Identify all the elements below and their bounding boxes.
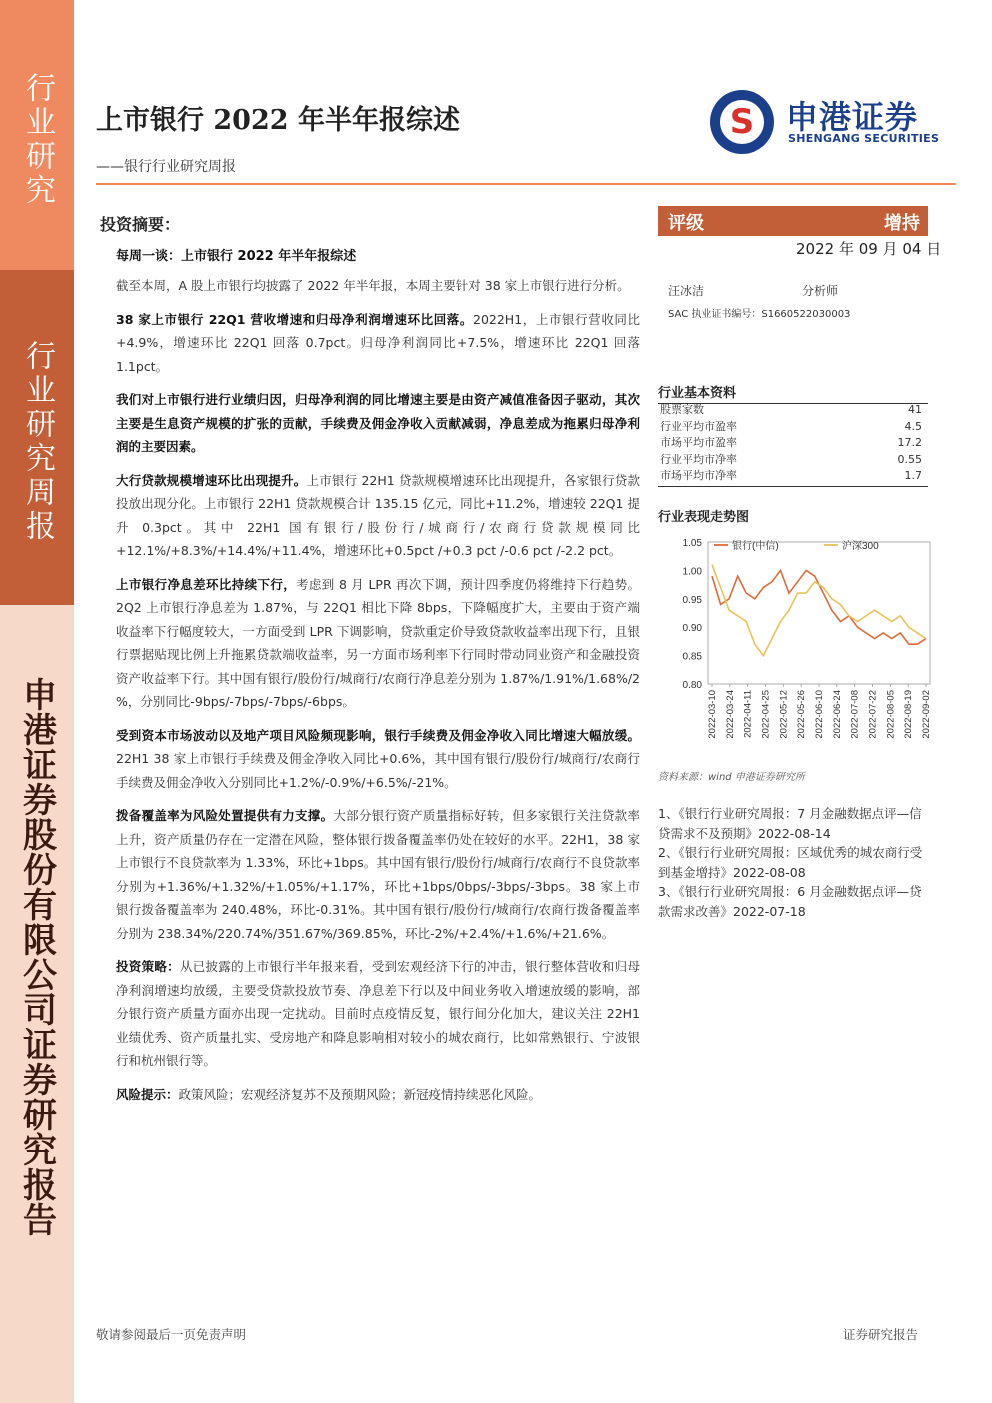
report-date: 2022 年 09 月 04 日 <box>796 240 942 258</box>
analyst-name: 汪冰洁 <box>668 284 705 298</box>
x-tick-label: 2022-05-12 <box>778 690 790 739</box>
x-tick-label: 2022-08-19 <box>903 690 915 739</box>
paragraph-5-lead: 上市银行净息差环比持续下行， <box>116 576 297 592</box>
x-tick-label: 2022-07-08 <box>849 690 861 739</box>
info-value: 17.2 <box>897 436 922 449</box>
x-tick-label: 2022-08-05 <box>885 690 897 739</box>
sidebar-category: 行业研究 <box>20 72 55 208</box>
rating-label: 评级 <box>668 213 704 234</box>
info-key: 行业平均市净率 <box>660 452 737 466</box>
paragraph-6-lead: 受到资本市场波动以及地产项目风险频现影响，银行手续费及佣金净收入同比增速大幅放缓。 <box>116 727 640 743</box>
sidebar-company-block <box>0 605 74 1403</box>
industry-info-table <box>658 402 928 485</box>
related-report-item[interactable]: 3、《银行行业研究周报：6 月金融数据点评—贷款需求改善》2022-07-18 <box>658 884 922 919</box>
info-row <box>658 435 928 452</box>
x-tick-label: 2022-03-24 <box>724 690 736 739</box>
industry-info-title: 行业基本资料 <box>658 382 928 404</box>
paragraph-8 <box>116 955 640 1073</box>
related-report-item[interactable]: 1、《银行行业研究周报：7 月金融数据点评—信贷需求不及预期》2022-08-14 <box>658 806 922 841</box>
series-line-csi300 <box>712 565 926 656</box>
logo-mark: S <box>729 102 755 142</box>
footer-label: 证券研究报告 <box>843 1327 919 1342</box>
x-tick-label: 2022-06-24 <box>831 690 843 739</box>
paragraph-4 <box>116 469 640 563</box>
chart-source: 资料来源：wind 申港证券研究所 <box>658 772 805 783</box>
paragraph-3-lead: 我们对上市银行进行业绩归因，归母净利润的同比增速主要是由资产减值准备因子驱动，其次主要是生息资产规模的扩张的贡献，手续费及佣金净收入贡献减弱，净息差成为拖累归母净利润的主要因素。 <box>116 392 640 454</box>
rating-value: 增持 <box>884 213 920 234</box>
paragraph-9 <box>116 1083 640 1107</box>
paragraph-1 <box>116 274 640 298</box>
rating-bar <box>658 206 928 236</box>
related-report-item[interactable]: 2、《银行行业研究周报：区域优秀的城农商行受到基金增持》2022-08-08 <box>658 845 923 880</box>
paragraph-2-lead: 38 家上市银行 22Q1 营收增速和归母净利润增速环比回落。 <box>116 311 473 327</box>
paragraph-5-text: 考虑到 8 月 LPR 再次下调，预计四季度仍将维持下行趋势。2Q2 上市银行净息差为 1.87%，与 22Q1 相比下降 8bps，下降幅度扩大，主要由于资产端收益率下行幅度较大，一方面受到 LPR 下调影响，贷款重定价导致贷款收益率出现下行，且银行票据贴现比例上升拖累贷款端收益率，另一方面市场利率下行同时带动同业资产和金融投资资产收益率下行。其中国有银行/股份行/城商行/农商行净息差分别为 1.87%/1.91%/1.68%/2 %，分别同比-9bps/-7bps/-7bps/-6bps。 <box>116 576 640 709</box>
paragraph-2 <box>116 308 640 379</box>
header-divider <box>96 183 956 185</box>
x-tick-label: 2022-09-02 <box>921 690 932 739</box>
paragraph-7-text: 大部分银行资产质量指标好转，但多家银行关注贷款率上升，资产质量仍存在一定潜在风险，整体银行拨备覆盖率仍处在较好的水平。22H1，38 家上市银行不良贷款率为 1.33%，环比+1bps。其中国有银行/股份行/城商行/农商行不良贷款率分别为+1.36%/+1.32%/+1.05%/+1.17%，环比+1bps/0bps/-3bps/-3bps。38 家上市银行拨备覆盖率为 240.48%，环比-0.31%。其中国有银行/股份行/城商行/农商行拨备覆盖率分别为 238.34%/220.74%/351.67%/369.85%，环比-2%/+2.4%/+1.6%/+21.6%。 <box>116 808 640 941</box>
x-tick-label: 2022-06-10 <box>814 690 825 739</box>
paragraph-6 <box>116 724 640 795</box>
x-tick-label: 2022-03-10 <box>707 690 718 739</box>
info-bottom-rule <box>658 486 928 487</box>
weekly-read: 每周一谈：上市银行 2022 年半年报综述 <box>116 249 357 264</box>
paragraph-4-text: 上市银行 22H1 贷款规模增速环比出现提升，各家银行贷款投放出现分化。上市银行 22H1 贷款规模合计 135.15 亿元，同比+11.2%，增速较 22Q1 提升 0.3pct。其中 22H1 国有银行/股份行/城商行/农商行贷款规模同比+12.1%/+8.3%/+14.4%/+11.4%，增速环比+0.5pct /+0.3 pct /-0.6 pct /-2.2 pct。 <box>116 472 640 558</box>
paragraph-7-lead: 拨备覆盖率为风险处置提供有力支撑。 <box>116 808 334 823</box>
paragraph-4-lead: 大行贷款规模增速环比出现提升。 <box>116 472 307 488</box>
logo-name-cn: 申港证券 <box>786 98 919 136</box>
info-value: 1.7 <box>904 469 922 482</box>
paragraph-3 <box>116 388 640 459</box>
paragraph-5 <box>116 573 640 714</box>
logo-name-en: SHENGANG SECURITIES <box>788 132 940 145</box>
legend-label: 沪深300 <box>842 541 879 552</box>
x-tick-label: 2022-04-25 <box>760 690 772 739</box>
footer-disclaimer: 敬请参阅最后一页免责声明 <box>96 1327 247 1342</box>
page-subtitle: ——银行行业研究周报 <box>96 159 236 175</box>
company-logo <box>710 88 950 154</box>
info-row <box>658 452 928 469</box>
legend-label: 银行(中信) <box>732 541 779 552</box>
related-reports <box>658 804 928 921</box>
x-tick-label: 2022-05-26 <box>796 690 808 739</box>
info-row <box>658 419 928 436</box>
paragraph-2-text: 2022H1，上市银行营收同比+4.9%，增速环比 22Q1 回落 0.7pct。归母净利润同比+7.5%，增速环比 22Q1 回落 1.1pct。 <box>116 311 640 374</box>
x-tick-label: 2022-04-11 <box>742 690 754 738</box>
chart-title: 行业表现走势图 <box>658 510 750 525</box>
info-value: 41 <box>908 403 922 416</box>
sidebar-report-type-block <box>0 270 74 605</box>
info-key: 市场平均市净率 <box>660 469 737 482</box>
y-tick-label: 0.85 <box>682 651 702 663</box>
analyst-sac: SAC 执业证书编号：S1660522030003 <box>668 309 851 320</box>
paragraph-9-lead: 风险提示： <box>116 1086 179 1102</box>
summary-heading: 投资摘要： <box>100 215 181 234</box>
sidebar-report-type: 行业研究周报 <box>20 340 55 544</box>
paragraph-6-text: 22H1 38 家上市银行手续费及佣金净收入同比+0.6%，其中国有银行/股份行/城商行/农商行手续费及佣金净收入分别同比+1.2%/-0.9%/+6.5%/-21%。 <box>116 751 640 790</box>
paragraph-9-text: 政策风险；宏观经济复苏不及预期风险；新冠疫情持续恶化风险。 <box>178 1086 542 1102</box>
y-tick-label: 1.05 <box>682 538 702 549</box>
paragraph-8-text: 从已披露的上市银行半年报来看，受到宏观经济下行的冲击，银行整体营收和归母净利润增速均放缓，主要受贷款投放节奏、净息差下行以及中间业务收入增速放缓的影响，部分银行资产质量方面亦出现一定扰动。目前时点疫情反复，银行间分化加大，建议关注 22H1 业绩优秀、资产质量扎实、受房地产和降息影响相对较小的城农商行，比如常熟银行、宁波银行和杭州银行等。 <box>116 959 640 1068</box>
series-line-bank <box>712 570 926 644</box>
y-tick-label: 0.95 <box>682 594 702 606</box>
chart-frame <box>708 542 930 684</box>
info-row <box>658 468 928 485</box>
info-key: 股票家数 <box>660 403 704 416</box>
performance-chart <box>658 528 938 760</box>
paragraph-1-text: 截至本周，A 股上市银行均披露了 2022 年半年报，本周主要针对 38 家上市银行进行分析。 <box>116 278 630 293</box>
sidebar-company: 申港证券股份有限公司证券研究报告 <box>16 677 57 1237</box>
analyst-role: 分析师 <box>802 284 839 298</box>
x-tick-label: 2022-07-22 <box>867 690 879 739</box>
info-row <box>658 402 928 419</box>
info-key: 行业平均市盈率 <box>660 419 737 433</box>
summary-section <box>100 212 640 1116</box>
info-value: 0.55 <box>897 452 922 466</box>
info-key: 市场平均市盈率 <box>660 436 737 449</box>
y-tick-label: 0.90 <box>682 623 702 635</box>
page-title: 上市银行 2022 年半年报综述 <box>96 105 460 136</box>
sidebar-category-block <box>0 0 74 270</box>
y-tick-label: 1.00 <box>682 566 702 578</box>
y-tick-label: 0.80 <box>682 680 702 691</box>
info-value: 4.5 <box>904 419 922 433</box>
paragraph-8-lead: 投资策略： <box>116 959 180 974</box>
paragraph-7 <box>116 804 640 945</box>
